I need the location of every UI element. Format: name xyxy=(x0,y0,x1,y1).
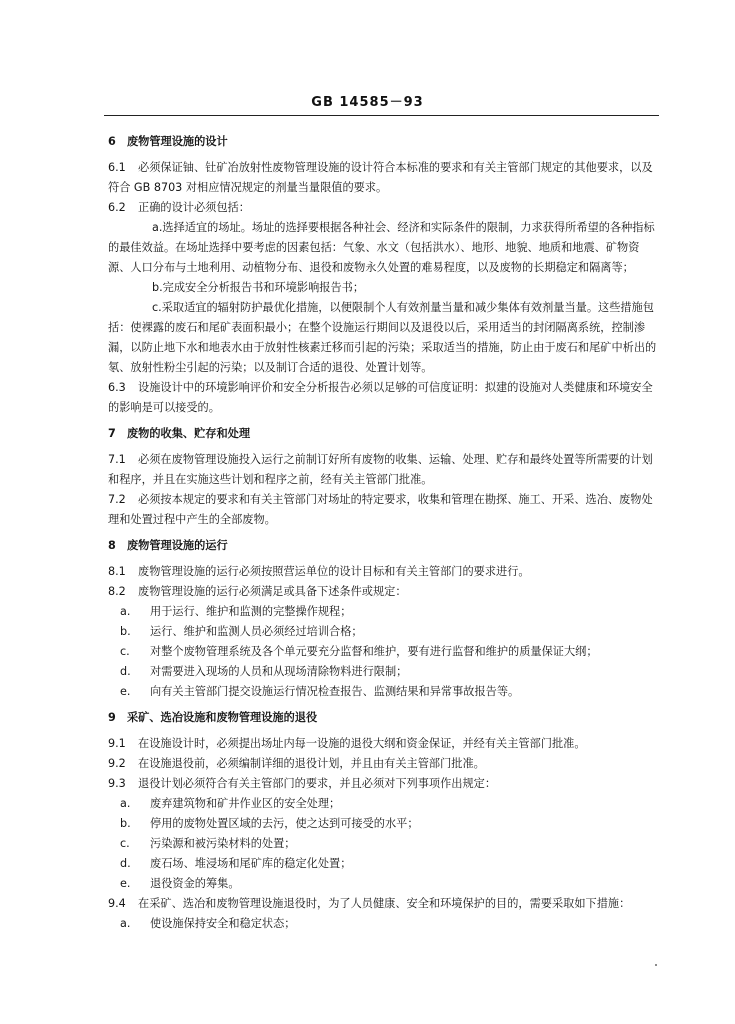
list-item xyxy=(108,662,658,682)
clause-number: 7.1 xyxy=(108,453,126,466)
clause-number: 9.3 xyxy=(108,777,126,790)
item-label: e. xyxy=(120,685,131,698)
clause-9-1 xyxy=(108,734,658,754)
item-text: 对整个废物管理系统及各个单元要充分监督和维护，要有进行监督和维护的质量保证大纲； xyxy=(150,645,598,658)
clause-text: 必须保证铀、钍矿冶放射性废物管理设施的设计符合本标准的要求和有关主管部门规定的其他要求，以及符合 GB 8703 对相应情况规定的剂量当量限值的要求。 xyxy=(108,161,653,194)
clause-7-1 xyxy=(108,450,658,490)
clause-9-2 xyxy=(108,754,658,774)
list-item xyxy=(108,874,658,894)
clause-6-2-b xyxy=(108,278,658,298)
list-item xyxy=(108,794,658,814)
clause-number: 9.2 xyxy=(108,757,126,770)
item-text: 退役资金的筹集。 xyxy=(150,877,240,890)
list-item xyxy=(108,622,658,642)
clause-number: 9.4 xyxy=(108,897,126,910)
clause-6-2 xyxy=(108,198,658,218)
item-label: b. xyxy=(120,625,131,638)
section-8-heading: 8 废物管理设施的运行 xyxy=(108,539,228,552)
item-text: 对需要进入现场的人员和从现场清除物料进行限制； xyxy=(150,665,408,678)
scan-speck xyxy=(655,964,657,966)
document-body xyxy=(108,132,658,934)
list-item xyxy=(108,602,658,622)
list-item xyxy=(108,834,658,854)
section-6-heading: 6 废物管理设施的设计 xyxy=(108,135,228,148)
page-header: GB 14585－93 xyxy=(311,95,424,110)
item-label: a. xyxy=(120,797,131,810)
clause-8-2 xyxy=(108,582,658,602)
section-9-heading: 9 采矿、选冶设施和废物管理设施的退役 xyxy=(108,711,318,724)
clause-text: 退役计划必须符合有关主管部门的要求，并且必须对下列事项作出规定： xyxy=(138,777,497,790)
item-label: a. xyxy=(120,605,131,618)
item-label: c. xyxy=(120,837,130,850)
clause-number: 8.2 xyxy=(108,585,126,598)
clause-number: 7.2 xyxy=(108,493,126,506)
clause-text: 正确的设计必须包括： xyxy=(138,201,250,214)
clause-6-2-c xyxy=(108,298,658,378)
clause-text: 在采矿、选冶和废物管理设施退役时，为了人员健康、安全和环境保护的目的，需要采取如下措施： xyxy=(138,897,631,910)
list-item xyxy=(108,682,658,702)
clause-7-2 xyxy=(108,490,658,530)
clause-text: 在设施退役前，必须编制详细的退役计划，并且由有关主管部门批准。 xyxy=(138,757,485,770)
item-label: e. xyxy=(120,877,131,890)
header-rule xyxy=(104,115,659,116)
item-text: 向有关主管部门提交设施运行情况检查报告、监测结果和异常事故报告等。 xyxy=(150,685,520,698)
item-text: 完成安全分析报告书和环境影响报告书； xyxy=(162,281,365,294)
item-label: b. xyxy=(152,281,163,294)
item-label: d. xyxy=(120,857,131,870)
clause-6-2-a xyxy=(108,218,658,278)
list-item xyxy=(108,914,658,934)
clause-9-3 xyxy=(108,774,658,794)
item-label: c. xyxy=(152,301,162,314)
item-text: 运行、维护和监测人员必须经过培训合格； xyxy=(150,625,363,638)
clause-number: 6.1 xyxy=(108,161,126,174)
clause-number: 8.1 xyxy=(108,565,126,578)
item-label: a. xyxy=(152,221,163,234)
item-text: 污染源和被污染材料的处置； xyxy=(150,837,296,850)
item-text: 废弃建筑物和矿井作业区的安全处理； xyxy=(150,797,341,810)
list-item xyxy=(108,854,658,874)
clause-text: 设施设计中的环境影响评价和安全分析报告必须以足够的可信度证明：拟建的设施对人类健康和环境安全的影响是可以接受的。 xyxy=(108,381,653,414)
list-item xyxy=(108,642,658,662)
clause-text: 废物管理设施的运行必须按照营运单位的设计目标和有关主管部门的要求进行。 xyxy=(138,565,530,578)
item-text: 废石场、堆浸场和尾矿库的稳定化处置； xyxy=(150,857,352,870)
clause-9-4 xyxy=(108,894,658,914)
clause-number: 9.1 xyxy=(108,737,126,750)
clause-8-1 xyxy=(108,562,658,582)
item-text: 用于运行、维护和监测的完整操作规程； xyxy=(150,605,352,618)
clause-6-1 xyxy=(108,158,658,198)
item-text: 采取适宜的辐射防护最优化措施，以便限制个人有效剂量当量和减少集体有效剂量当量。这些措施包括：使裸露的废石和尾矿表面积最小；在整个设施运行期间以及退役以后，采用适当的封闭隔离系统，控制渗漏，以防止地下水和地表水由于放射性核素迁移而引起的污染；采取适当的措施，防止由于废石和尾矿中析出的氡、放射性粉尘引起的污染；以及制订合适的退役、处置计划等。 xyxy=(108,301,657,374)
section-7-heading: 7 废物的收集、贮存和处理 xyxy=(108,427,251,440)
clause-number: 6.2 xyxy=(108,201,126,214)
list-item xyxy=(108,814,658,834)
item-text: 选择适宜的场址。场址的选择要根据各种社会、经济和实际条件的限制，力求获得所希望的各种指标的最佳效益。在场址选择中要考虑的因素包括：气象、水文（包括洪水）、地形、地貌、地质和地震、矿物资源、人口分布与土地利用、动植物分布、退役和废物永久处置的难易程度，以及废物的长期稳定和隔离等； xyxy=(108,221,655,274)
clause-number: 6.3 xyxy=(108,381,126,394)
clause-text: 在设施设计时，必须提出场址内每一设施的退役大纲和资金保证，并经有关主管部门批准。 xyxy=(138,737,586,750)
clause-text: 废物管理设施的运行必须满足或具备下述条件或规定： xyxy=(138,585,407,598)
item-label: d. xyxy=(120,665,131,678)
item-text: 停用的废物处置区域的去污，使之达到可接受的水平； xyxy=(150,817,419,830)
item-text: 使设施保持安全和稳定状态； xyxy=(150,917,296,930)
item-label: b. xyxy=(120,817,131,830)
clause-6-3 xyxy=(108,378,658,418)
item-label: c. xyxy=(120,645,130,658)
item-label: a. xyxy=(120,917,131,930)
clause-text: 必须按本规定的要求和有关主管部门对场址的特定要求，收集和管理在勘探、施工、开采、选冶、废物处理和处置过程中产生的全部废物。 xyxy=(108,493,653,526)
clause-text: 必须在废物管理设施投入运行之前制订好所有废物的收集、运输、处理、贮存和最终处置等所需要的计划和程序，并且在实施这些计划和程序之前，经有关主管部门批准。 xyxy=(108,453,653,486)
